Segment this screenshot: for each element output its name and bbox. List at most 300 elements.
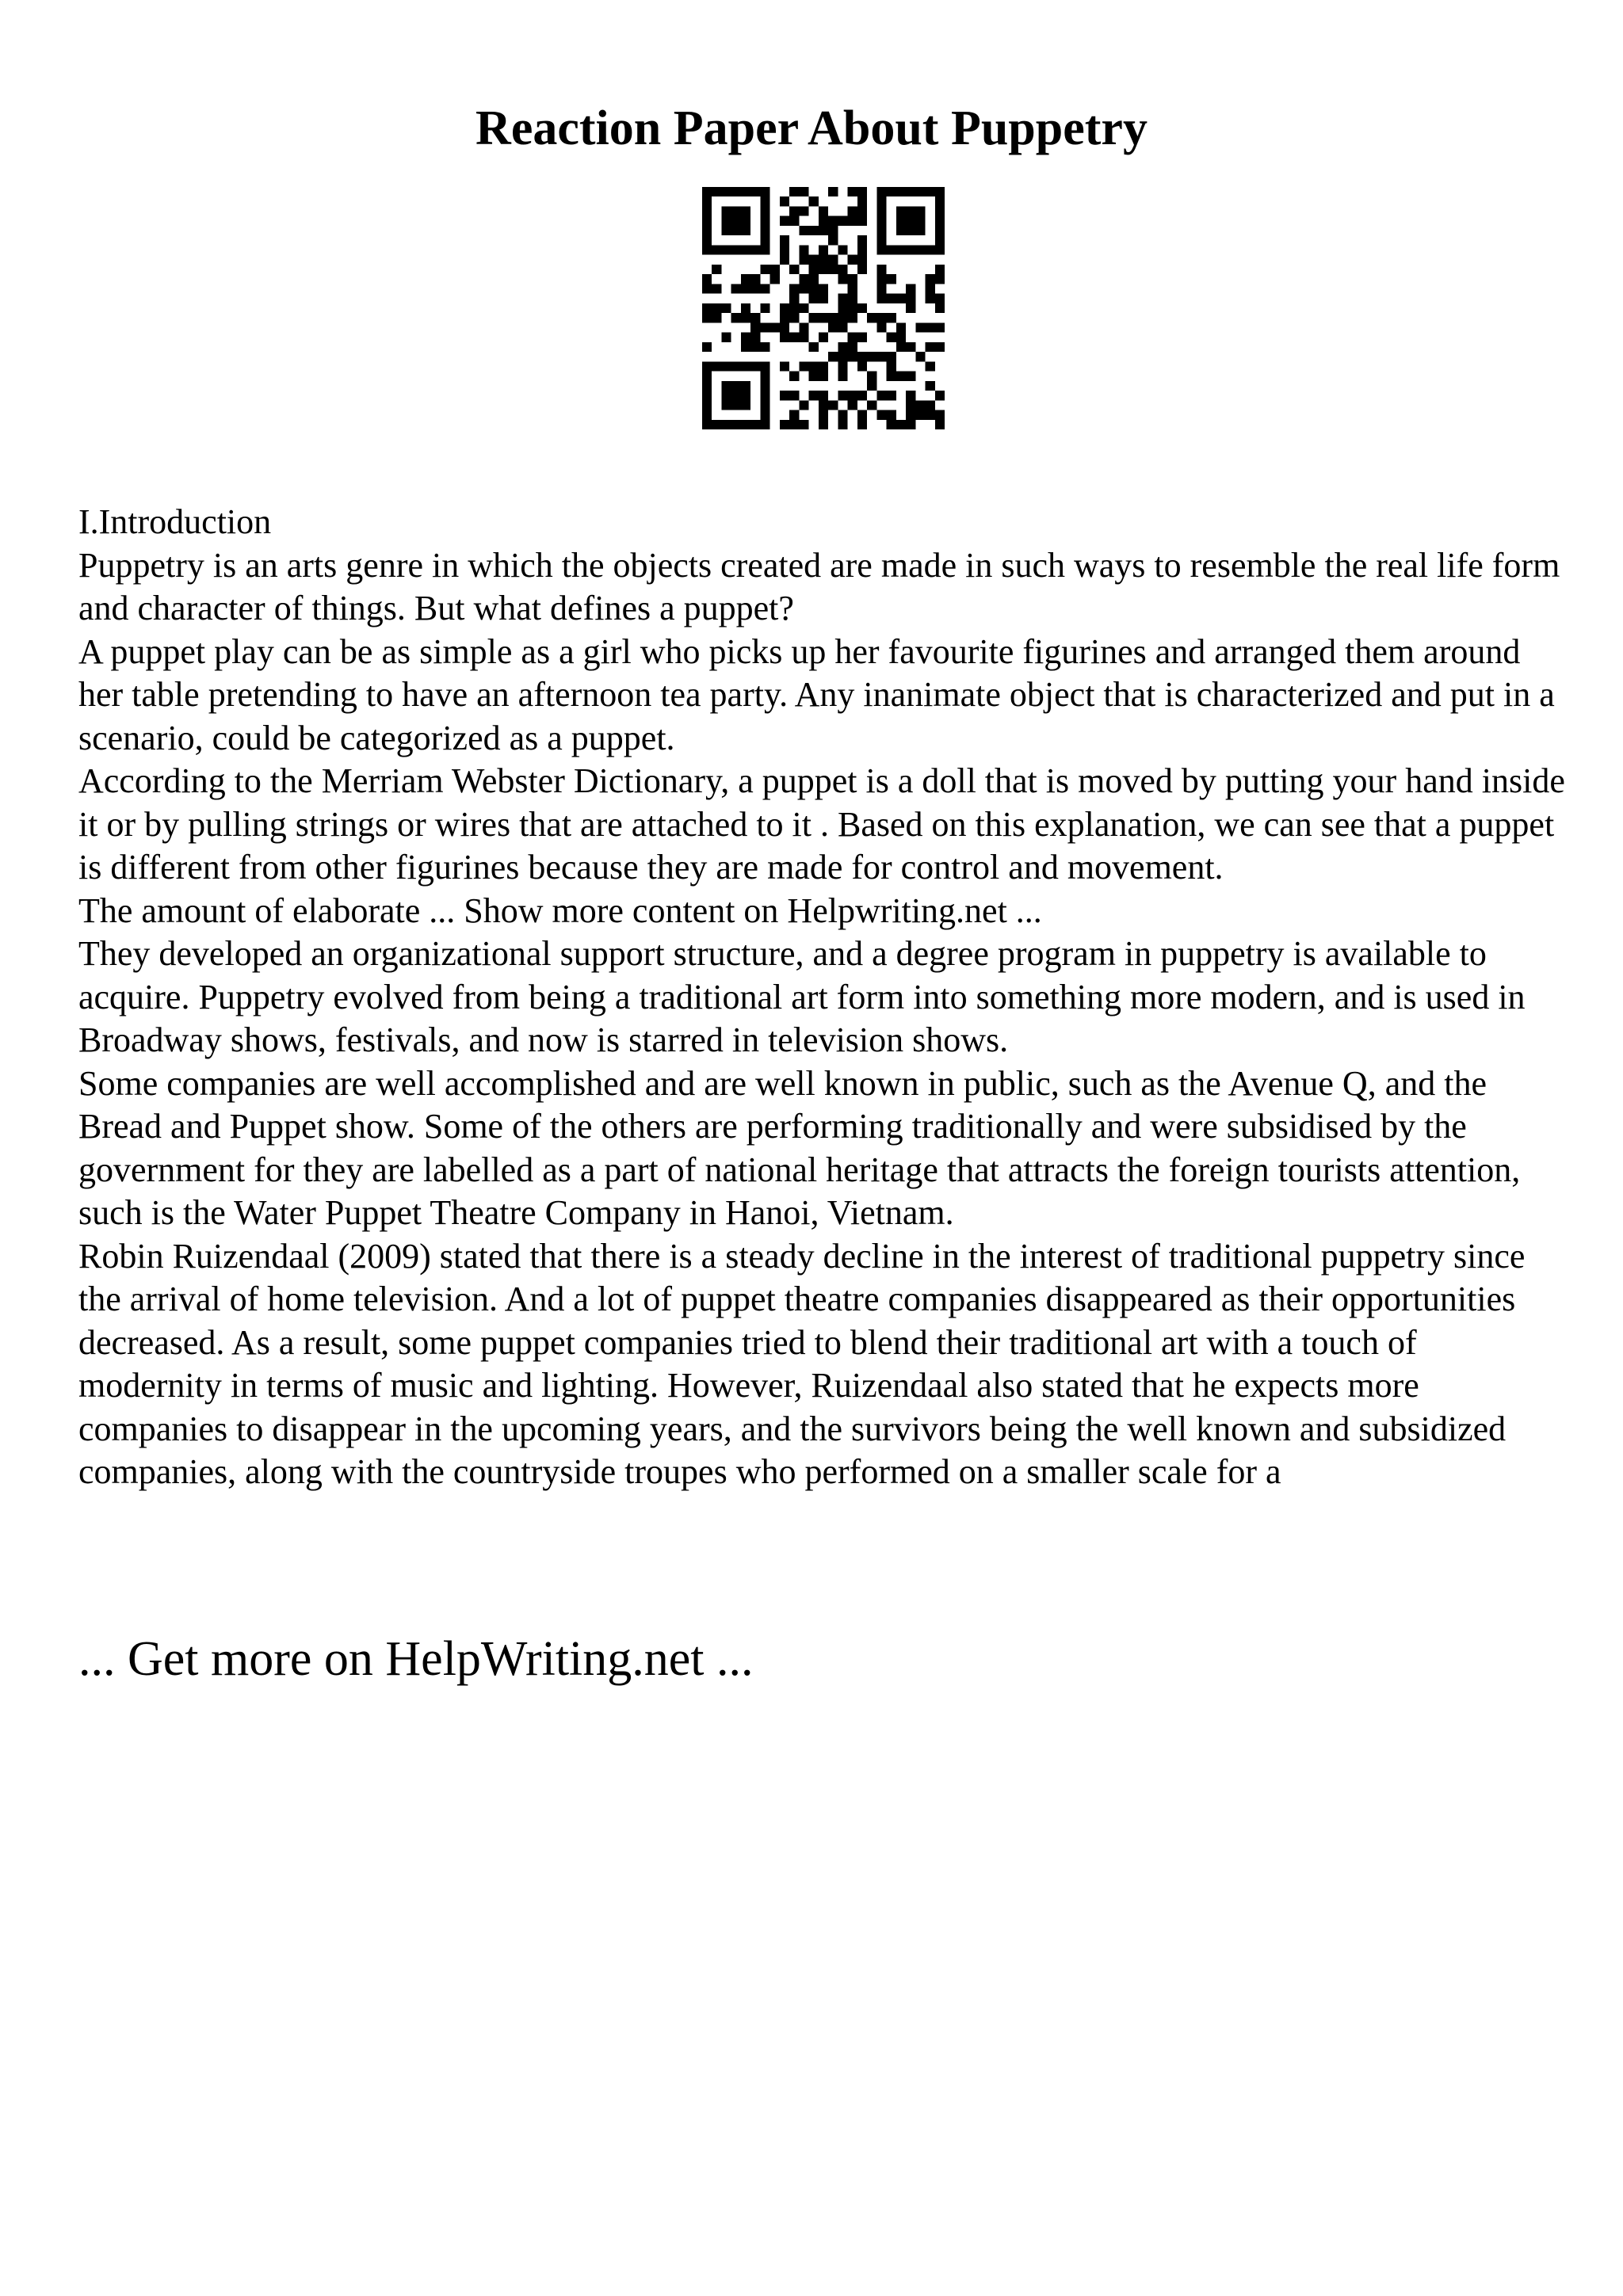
qr-module (789, 294, 799, 303)
qr-module (887, 410, 896, 420)
qr-module (828, 313, 838, 322)
qr-module (809, 294, 819, 303)
qr-module (731, 313, 741, 322)
qr-module (887, 274, 896, 284)
qr-module (809, 284, 819, 293)
qr-module (819, 333, 828, 342)
qr-module (867, 400, 876, 410)
qr-module (857, 206, 867, 215)
qr-module (848, 303, 857, 313)
qr-module (896, 226, 906, 235)
qr-module (760, 322, 769, 332)
qr-module (750, 187, 760, 196)
qr-module (906, 294, 915, 303)
qr-module (926, 400, 935, 410)
qr-module (838, 265, 847, 274)
qr-module (809, 265, 819, 274)
qr-module (857, 361, 867, 371)
qr-module (780, 420, 789, 429)
qr-module (721, 361, 731, 371)
qr-module (848, 284, 857, 293)
qr-module (750, 245, 760, 254)
qr-module (828, 187, 838, 196)
qr-module (896, 187, 906, 196)
qr-module (876, 187, 886, 196)
qr-module (935, 235, 945, 245)
qr-module (857, 265, 867, 274)
qr-module (819, 400, 828, 410)
qr-module (731, 381, 741, 391)
qr-module (721, 303, 731, 313)
qr-module (750, 361, 760, 371)
qr-module (935, 420, 945, 429)
qr-module (935, 391, 945, 400)
qr-module (838, 216, 847, 226)
qr-module (819, 265, 828, 274)
qr-module (721, 420, 731, 429)
qr-module (857, 391, 867, 400)
qr-module (887, 391, 896, 400)
qr-module (876, 274, 886, 284)
qr-module (741, 420, 750, 429)
qr-module (819, 313, 828, 322)
qr-module (702, 372, 712, 381)
qr-module (848, 294, 857, 303)
qr-module (750, 342, 760, 352)
qr-module (906, 410, 915, 420)
qr-module (741, 342, 750, 352)
qr-module (926, 187, 935, 196)
qr-module (750, 420, 760, 429)
qr-module (750, 333, 760, 342)
qr-module (906, 303, 915, 313)
qr-module (750, 313, 760, 322)
qr-module (906, 342, 915, 352)
qr-module (906, 226, 915, 235)
qr-module (799, 420, 808, 429)
qr-module (789, 216, 799, 226)
qr-module (780, 196, 789, 206)
qr-module (876, 391, 886, 400)
qr-module (857, 245, 867, 254)
qr-module (819, 420, 828, 429)
paragraph: According to the Merriam Webster Dictionary, a puppet is a doll that is moved by putting your hand inside it or by pulling strings or wires that are attached to it . Based on this explanation, we can see that a puppet is different from other figurines because they are made for control and movement. (78, 761, 1565, 887)
qr-module (702, 245, 712, 254)
qr-module (702, 313, 712, 322)
qr-code-graphic (702, 187, 945, 429)
qr-module (702, 226, 712, 235)
qr-module (799, 303, 808, 313)
qr-module (857, 303, 867, 313)
qr-module (702, 400, 712, 410)
qr-module (789, 303, 799, 313)
qr-module (926, 245, 935, 254)
qr-module (760, 216, 769, 226)
qr-module (789, 265, 799, 274)
qr-module (848, 342, 857, 352)
qr-module (799, 255, 808, 265)
qr-module (721, 206, 731, 215)
qr-module (780, 361, 789, 371)
qr-module (760, 361, 769, 371)
show-more-line: The amount of elaborate ... Show more content on Helpwriting.net ... (78, 891, 1042, 930)
get-more-link[interactable]: ... Get more on HelpWriting.net ... (78, 1632, 754, 1686)
qr-module (789, 333, 799, 342)
qr-module (838, 322, 847, 332)
qr-module (799, 226, 808, 235)
qr-module (935, 206, 945, 215)
qr-module (721, 245, 731, 254)
qr-module (819, 410, 828, 420)
qr-module (799, 333, 808, 342)
qr-module (935, 187, 945, 196)
qr-module (935, 245, 945, 254)
qr-module (780, 391, 789, 400)
qr-module (848, 255, 857, 265)
qr-module (721, 381, 731, 391)
qr-module (731, 400, 741, 410)
qr-module (887, 245, 896, 254)
qr-module (906, 400, 915, 410)
qr-module (731, 187, 741, 196)
qr-module (876, 196, 886, 206)
qr-module (819, 372, 828, 381)
qr-module (906, 206, 915, 215)
qr-module (838, 352, 847, 361)
qr-module (876, 235, 886, 245)
qr-module (731, 245, 741, 254)
qr-module (741, 284, 750, 293)
qr-module (770, 274, 780, 284)
qr-module (935, 274, 945, 284)
qr-module (780, 245, 789, 254)
qr-module (789, 372, 799, 381)
qr-module (896, 294, 906, 303)
qr-module (876, 226, 886, 235)
qr-module (857, 420, 867, 429)
qr-module (935, 303, 945, 313)
qr-module (876, 294, 886, 303)
qr-module (741, 400, 750, 410)
qr-module (828, 265, 838, 274)
qr-module (760, 235, 769, 245)
qr-module (915, 410, 925, 420)
qr-module (906, 372, 915, 381)
qr-module (809, 342, 819, 352)
qr-module (926, 410, 935, 420)
qr-module (702, 381, 712, 391)
qr-module (838, 313, 847, 322)
qr-module (731, 206, 741, 215)
qr-module (731, 361, 741, 371)
qr-module (896, 322, 906, 332)
qr-module (702, 361, 712, 371)
qr-module (809, 274, 819, 284)
paragraph: Some companies are well accomplished and are well known in public, such as the Avenue Q, and the Bread and Puppet show. Some of the others are performing traditionally and were subsidised by the government for they are labelled as a part of national heritage that attracts the foreign tourists attention, such is the Water Puppet Theatre Company in Hanoi, Vietnam. (78, 1063, 1521, 1232)
qr-module (721, 226, 731, 235)
qr-module (828, 255, 838, 265)
qr-module (926, 284, 935, 293)
qr-module (760, 400, 769, 410)
qr-module (857, 333, 867, 342)
qr-module (838, 391, 847, 400)
qr-code-icon[interactable] (702, 187, 945, 429)
qr-module (867, 372, 876, 381)
qr-module (906, 216, 915, 226)
qr-module (857, 352, 867, 361)
qr-module (712, 361, 721, 371)
qr-module (780, 255, 789, 265)
qr-module (828, 216, 838, 226)
qr-module (906, 245, 915, 254)
qr-module (887, 352, 896, 361)
qr-module (702, 187, 712, 196)
qr-module (741, 313, 750, 322)
qr-module (935, 196, 945, 206)
qr-module (741, 216, 750, 226)
qr-module (876, 265, 886, 274)
qr-module (848, 391, 857, 400)
qr-module (819, 361, 828, 371)
qr-module (828, 226, 838, 235)
qr-module (876, 206, 886, 215)
qr-module (760, 226, 769, 235)
qr-module (789, 187, 799, 196)
qr-module (915, 187, 925, 196)
qr-module (712, 313, 721, 322)
qr-module (838, 361, 847, 371)
qr-module (819, 206, 828, 215)
qr-module (760, 342, 769, 352)
qr-module (712, 420, 721, 429)
qr-module (760, 381, 769, 391)
qr-module (867, 381, 876, 391)
qr-module (789, 410, 799, 420)
qr-module (731, 420, 741, 429)
qr-module (741, 226, 750, 235)
qr-module (741, 303, 750, 313)
qr-module (760, 372, 769, 381)
qr-module (702, 284, 712, 293)
qr-module (721, 400, 731, 410)
qr-module (741, 391, 750, 400)
section-heading: I.Introduction (78, 502, 272, 541)
qr-module (915, 226, 925, 235)
qr-module (896, 342, 906, 352)
qr-module (760, 410, 769, 420)
qr-module (819, 255, 828, 265)
qr-module (838, 342, 847, 352)
qr-module (887, 333, 896, 342)
qr-module (721, 187, 731, 196)
qr-module (819, 216, 828, 226)
qr-module (926, 342, 935, 352)
qr-module (731, 391, 741, 400)
paragraph: Puppetry is an arts genre in which the objects created are made in such ways to resemble the real life form and character of things. But what defines a puppet? (78, 545, 1560, 627)
qr-module (799, 187, 808, 196)
qr-module (887, 372, 896, 381)
qr-module (876, 216, 886, 226)
qr-module (819, 245, 828, 254)
qr-module (828, 322, 838, 332)
qr-module (712, 187, 721, 196)
qr-module (712, 284, 721, 293)
qr-module (915, 322, 925, 332)
qr-module (760, 284, 769, 293)
paragraph: They developed an organizational support structure, and a degree program in puppetry is available to acquire. Puppetry evolved from being a traditional art form into something more modern, and is used in Broadway shows, festivals, and now is starred in television shows. (78, 934, 1526, 1059)
qr-module (906, 284, 915, 293)
qr-module (731, 216, 741, 226)
paragraph: Robin Ruizendaal (2009) stated that there is a steady decline in the interest of traditional puppetry since the arrival of home television. And a lot of puppet theatre companies disappeared as their opportunities decreased. As a result, some puppet companies tried to blend their traditional art with a touch of modernity in terms of music and lighting. However, Ruizendaal also stated that he expects more companies to disappear in the upcoming years, and the survivors being the well known and subsidized companies, along with the countryside troupes who performed on a smaller scale for a (78, 1236, 1526, 1491)
qr-module (799, 245, 808, 254)
qr-module (876, 410, 886, 420)
qr-module (848, 352, 857, 361)
qr-module (838, 372, 847, 381)
qr-module (741, 381, 750, 391)
qr-module (721, 391, 731, 400)
qr-module (848, 400, 857, 410)
qr-module (799, 206, 808, 215)
qr-module (819, 284, 828, 293)
qr-module (780, 303, 789, 313)
qr-module (867, 352, 876, 361)
qr-module (876, 284, 886, 293)
qr-module (741, 206, 750, 215)
qr-module (789, 420, 799, 429)
qr-module (935, 216, 945, 226)
qr-module (838, 294, 847, 303)
qr-module (857, 196, 867, 206)
qr-module (702, 274, 712, 284)
qr-module (876, 313, 886, 322)
qr-module (809, 226, 819, 235)
qr-module (926, 361, 935, 371)
qr-module (848, 313, 857, 322)
qr-module (789, 313, 799, 322)
qr-module (702, 303, 712, 313)
qr-module (702, 420, 712, 429)
qr-module (848, 333, 857, 342)
qr-module (780, 216, 789, 226)
qr-module (838, 410, 847, 420)
qr-module (896, 420, 906, 429)
qr-module (799, 284, 808, 293)
qr-module (809, 255, 819, 265)
qr-module (887, 313, 896, 322)
qr-module (887, 361, 896, 371)
qr-module (712, 303, 721, 313)
qr-module (789, 391, 799, 400)
qr-module (799, 274, 808, 284)
qr-module (876, 322, 886, 332)
qr-module (702, 342, 712, 352)
qr-module (848, 206, 857, 215)
qr-module (896, 216, 906, 226)
qr-module (896, 206, 906, 215)
qr-module (857, 410, 867, 420)
qr-module (741, 187, 750, 196)
qr-module (799, 322, 808, 332)
qr-module (896, 245, 906, 254)
qr-module (848, 216, 857, 226)
qr-module (915, 216, 925, 226)
qr-module (848, 274, 857, 284)
qr-module (819, 294, 828, 303)
qr-module (702, 391, 712, 400)
qr-module (906, 391, 915, 400)
qr-module (760, 245, 769, 254)
qr-module (819, 391, 828, 400)
qr-module (760, 303, 769, 313)
qr-module (809, 391, 819, 400)
qr-module (809, 361, 819, 371)
qr-module (926, 274, 935, 284)
qr-module (935, 226, 945, 235)
qr-module (838, 303, 847, 313)
qr-module (789, 284, 799, 293)
qr-module (915, 245, 925, 254)
qr-module (809, 372, 819, 381)
qr-module (926, 322, 935, 332)
qr-module (828, 352, 838, 361)
qr-module (760, 196, 769, 206)
qr-module (848, 187, 857, 196)
qr-module (780, 313, 789, 322)
qr-module (828, 235, 838, 245)
qr-module (770, 265, 780, 274)
qr-module (926, 381, 935, 391)
paragraph: A puppet play can be as simple as a girl who picks up her favourite figurines and arranged them around her table pretending to have an afternoon tea party. Any inanimate object that is characterized and put in a scenario, could be categorized as a puppet. (78, 631, 1555, 757)
qr-module (935, 322, 945, 332)
qr-module (760, 187, 769, 196)
qr-module (741, 333, 750, 342)
qr-module (721, 216, 731, 226)
qr-module (906, 187, 915, 196)
qr-module (750, 322, 760, 332)
qr-module (731, 226, 741, 235)
qr-module (809, 313, 819, 322)
qr-module (760, 420, 769, 429)
qr-module (780, 322, 789, 332)
qr-module (789, 206, 799, 215)
qr-module (857, 187, 867, 196)
qr-module (702, 410, 712, 420)
qr-module (799, 400, 808, 410)
qr-module (741, 361, 750, 371)
qr-module (780, 235, 789, 245)
qr-module (702, 216, 712, 226)
qr-module (926, 294, 935, 303)
qr-module (838, 420, 847, 429)
qr-module (809, 196, 819, 206)
qr-module (770, 322, 780, 332)
qr-module (896, 372, 906, 381)
qr-module (896, 333, 906, 342)
qr-module (760, 265, 769, 274)
qr-module (838, 274, 847, 284)
qr-module (702, 235, 712, 245)
qr-module (935, 294, 945, 303)
qr-module (867, 313, 876, 322)
qr-module (731, 284, 741, 293)
qr-module (712, 265, 721, 274)
qr-module (828, 400, 838, 410)
qr-module (741, 274, 750, 284)
qr-module (750, 284, 760, 293)
qr-module (712, 245, 721, 254)
qr-module (857, 255, 867, 265)
qr-module (887, 294, 896, 303)
